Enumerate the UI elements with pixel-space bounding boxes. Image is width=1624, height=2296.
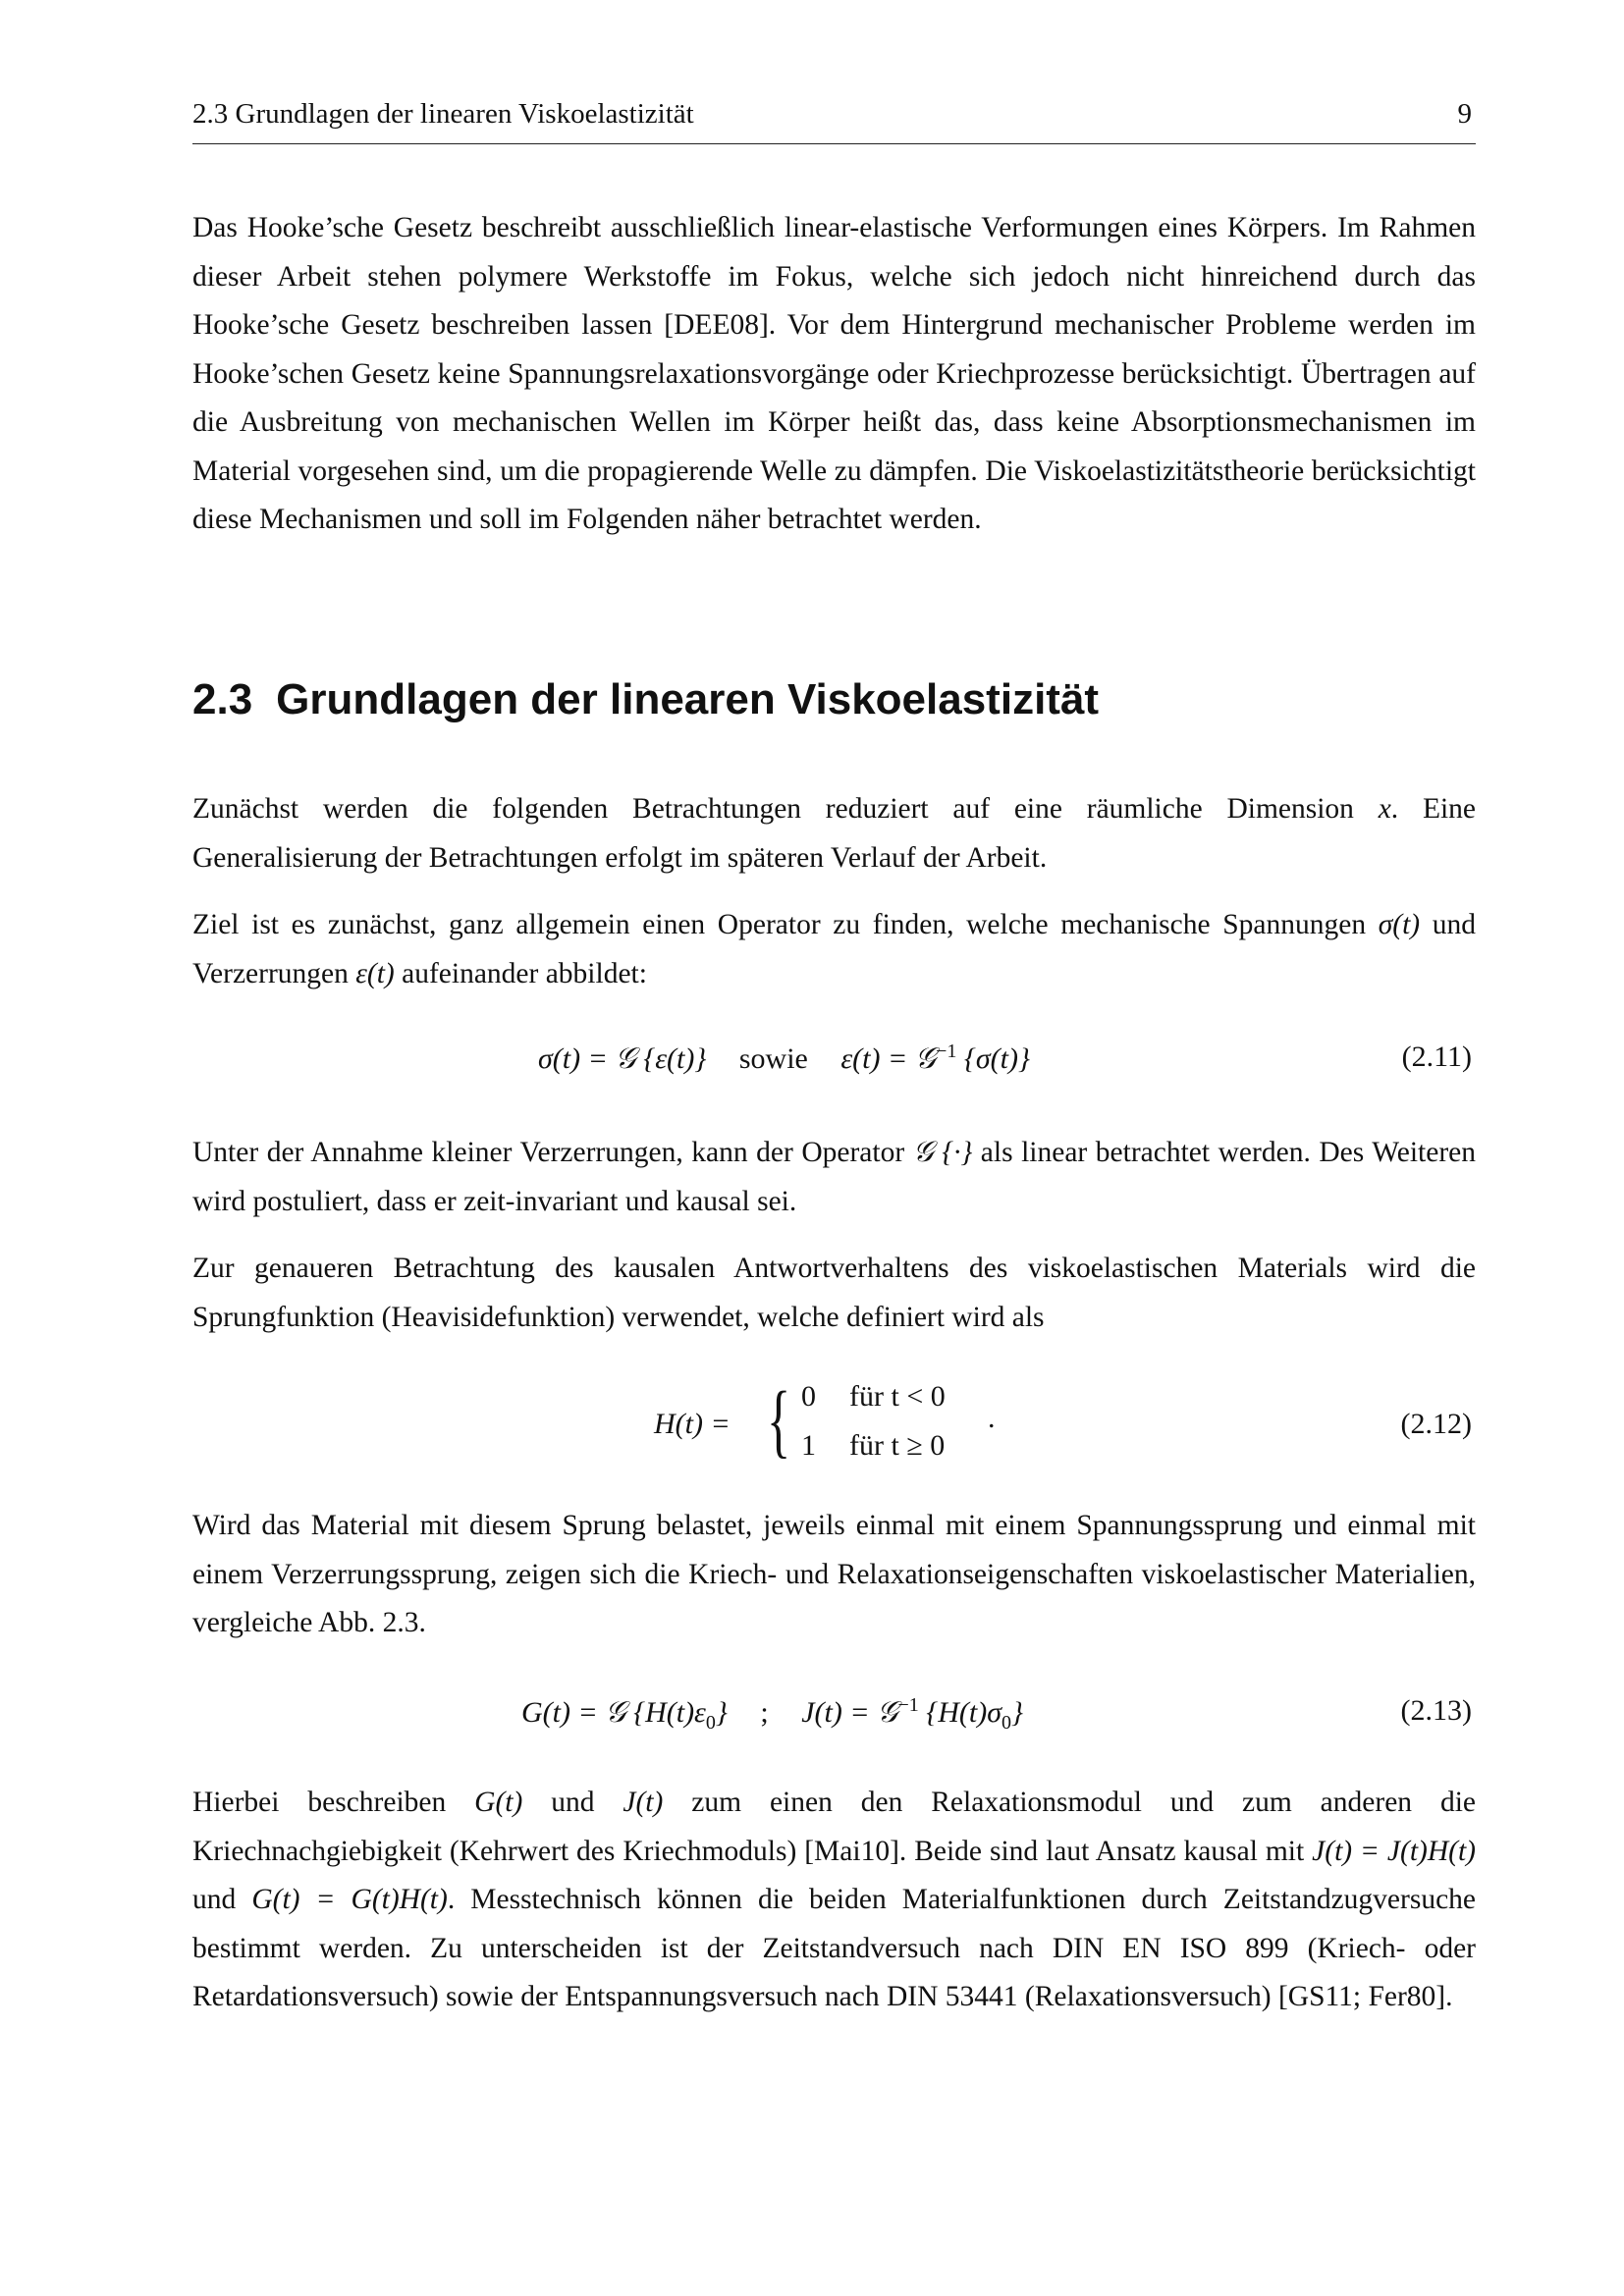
var-x: x: [1378, 793, 1391, 825]
g-t: G(t): [474, 1787, 523, 1818]
p6-c: zum einen den Relaxationsmodul und zum anderen die Kriechnachgiebigkeit (Kehrwert des Kriechmoduls) [Mai10]. Beide sind laut Ansatz kausal mit: [192, 1787, 1476, 1867]
case1-value: 0: [801, 1380, 816, 1413]
eq-2-13-separator: ;: [760, 1696, 769, 1729]
j-t: J(t): [623, 1787, 664, 1818]
case-row-1: [801, 1380, 946, 1414]
eq-2-13-sup: −1: [897, 1694, 919, 1716]
page-number: 9: [1457, 98, 1472, 130]
section-title: Grundlagen der linearen Viskoelastizität: [276, 675, 1100, 723]
case-row-2: [801, 1429, 945, 1463]
left-brace: {: [767, 1375, 791, 1467]
eq-2-13-left: G(t) = 𝒢 {H(t)ε: [521, 1696, 706, 1729]
intro-paragraph: Das Hooke’sche Gesetz beschreibt ausschließlich linear-elastische Verformungen eines Körpers. Im Rahmen dieser Arbeit stehen polymere Werkstoffe im Fokus, welche sich jedoch nicht hinreichend durch das Hooke’sche Gesetz beschreiben lassen [DEE08]. Vor dem Hintergrund mechanischer Probleme werden im Hooke’schen Gesetz keine Spannungsrelaxationsvorgänge oder Kriechprozesse berücksichtigt. Übertragen auf die Ausbreitung von mechanischen Wellen im Körper heißt das, dass keine Absorptionsmechanismen im Material vorgesehen sind, um die propagierende Welle zu dämpfen. Die Viskoelastizitätstheorie berücksichtigt diese Mechanismen und soll im Folgenden näher betrachtet werden.: [192, 212, 1476, 535]
eq-2-11-sowie: sowie: [738, 1042, 808, 1075]
p6-b: und: [522, 1787, 623, 1818]
p6-d: und: [192, 1884, 252, 1915]
paragraph-creep-relaxation: Wird das Material mit diesem Sprung belastet, jeweils einmal mit einem Spannungssprung und einmal mit einem Verzerrungssprung, zeigen sich die Kriech- und Relaxationseigenschaften viskoelastischer Materialien, vergleiche Abb. 2.3.: [192, 1510, 1476, 1638]
eq-2-13-left-close: }: [715, 1696, 728, 1729]
operator-g: 𝒢 {·}: [912, 1137, 973, 1168]
equation-2-11: [192, 1041, 1476, 1090]
eq-2-13-right-arg: {H(t)σ: [918, 1696, 1002, 1729]
p1-text: Zunächst werden die folgenden Betrachtungen reduziert auf eine räumliche Dimension: [192, 793, 1379, 825]
equation-number-2-11: (2.11): [1401, 1041, 1472, 1073]
eq-2-11-rhs-arg: {σ(t)}: [956, 1042, 1030, 1075]
header-section-title: 2.3 Grundlagen der linearen Viskoelastizität: [192, 98, 694, 130]
equation-2-13: [192, 1694, 1476, 1743]
paragraph-material-functions: [192, 1779, 1476, 2022]
eq-2-13-right: J(t) = 𝒢: [801, 1696, 898, 1729]
eq-2-11-sup: −1: [936, 1041, 957, 1062]
p6-a: Hierbei beschreiben: [192, 1787, 475, 1818]
section-heading: [192, 675, 1099, 724]
p2-end: aufeinander abbildet:: [394, 957, 647, 989]
paragraph-dimension: [192, 785, 1476, 882]
p3-text: Unter der Annahme kleiner Verzerrungen, kann der Operator: [192, 1137, 913, 1168]
equation-2-12: [192, 1372, 1476, 1480]
case2-condition: für t ≥ 0: [849, 1429, 946, 1462]
j-t-equation: J(t) = J(t)H(t): [1312, 1835, 1476, 1867]
eq-2-11-rhs: ε(t) = 𝒢: [840, 1042, 937, 1075]
sigma-t: σ(t): [1378, 909, 1421, 940]
p3-end: als linear betrachtet werden. Des Weiteren wird postuliert, dass er zeit-invariant und kausal sei.: [192, 1137, 1476, 1217]
paragraph-linear-operator: [192, 1129, 1476, 1226]
section-number: 2.3: [192, 675, 253, 723]
p6-e: . Messtechnisch können die beiden Materialfunktionen durch Zeitstandzugversuche bestimmt werden. Zu unterscheiden ist der Zeitstandversuch nach DIN EN ISO 899 (Kriech- oder Retardationsversuch) sowie der Entspannungsversuch nach DIN 53441 (Relaxationsversuch) [GS11; Fer80].: [192, 1884, 1477, 2012]
case1-condition: für t < 0: [849, 1380, 946, 1413]
case2-value: 1: [801, 1429, 816, 1462]
paragraph-operator-goal: [192, 901, 1476, 998]
p2-mid: und Verzerrungen: [192, 909, 1476, 989]
eq-2-13-right-sub: 0: [1001, 1712, 1012, 1734]
eps-t: ε(t): [355, 957, 395, 989]
equation-number-2-13: (2.13): [1400, 1694, 1472, 1727]
eq-2-11-lhs: σ(t) = 𝒢 {ε(t)}: [538, 1042, 707, 1075]
running-header: [192, 96, 1476, 144]
g-t-equation: G(t) = G(t)H(t): [251, 1884, 448, 1915]
eq-2-13-left-sub: 0: [705, 1712, 716, 1734]
p2-text: Ziel ist es zunächst, ganz allgemein einen Operator zu finden, welche mechanische Spannungen: [192, 909, 1379, 940]
eq-2-12-lhs: H(t) =: [654, 1408, 731, 1440]
paragraph-heaviside: Zur genaueren Betrachtung des kausalen Antwortverhaltens des viskoelastischen Materials wird die Sprungfunktion (Heavisidefunktion) verwendet, welche definiert wird als: [192, 1253, 1476, 1333]
eq-2-12-dot: .: [988, 1402, 996, 1434]
equation-number-2-12: (2.12): [1400, 1408, 1472, 1440]
eq-2-13-right-close: }: [1011, 1696, 1024, 1729]
p1-text-end: . Eine Generalisierung der Betrachtungen erfolgt im späteren Verlauf der Arbeit.: [192, 793, 1477, 874]
